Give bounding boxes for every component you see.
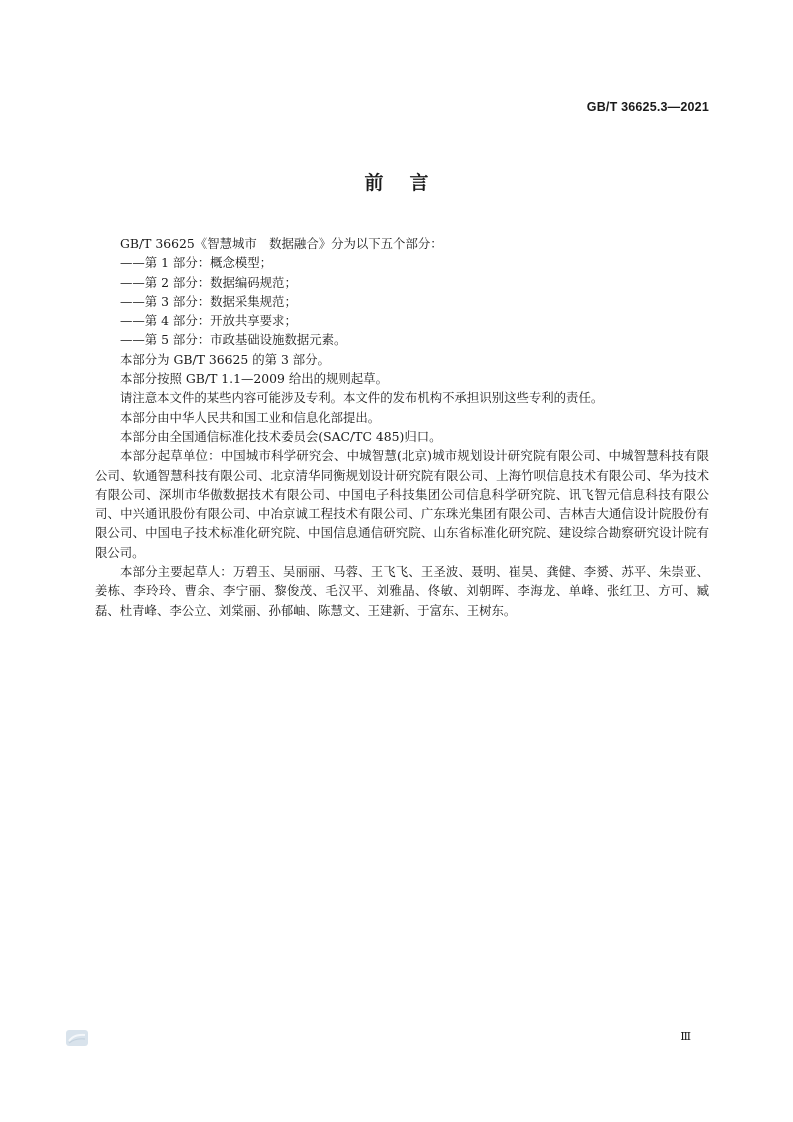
paragraph: ——第 2 部分：数据编码规范；	[120, 274, 297, 290]
paragraph: 本部分由全国通信标准化技术委员会(SAC/TC 485)归口。	[120, 428, 442, 444]
paragraph: 请注意本文件的某些内容可能涉及专利。本文件的发布机构不承担识别这些专利的责任。	[120, 390, 604, 406]
page-title: 前言	[364, 172, 455, 194]
standard-number: GB/T 36625.3—2021	[586, 100, 709, 114]
paragraph: 本部分由中华人民共和国工业和信息化部提出。	[120, 409, 381, 425]
paragraph: ——第 1 部分：概念模型；	[120, 255, 273, 271]
paragraph: 本部分起草单位：中国城市科学研究会、中城智慧(北京)城市规划设计研究院有限公司、中城智慧科技有限公司、软通智慧科技有限公司、北京清华同衡规划设计研究院有限公司、上海竹呗信息技术有限公司、华为技术有限公司、深圳市华傲数据技术有限公司、中国电子科技集团公司信息科学研究院、讯飞智元信息科技有限公司、中兴通讯股份有限公司、中冶京诚工程技术有限公司、广东珠光集团有限公司、吉林吉大通信设计院股份有限公司、中国电子技术标准化研究院、中国信息通信研究院、山东省标准化研究院、建设综合勘察研究设计院有限公司。	[95, 448, 709, 560]
paragraph: 本部分为 GB/T 36625 的第 3 部分。	[120, 351, 330, 367]
paragraph: 本部分主要起草人：万碧玉、吴丽丽、马蓉、王飞飞、王圣波、聂明、崔昊、龚健、李赟、苏平、朱崇亚、姜栋、李玲玲、曹余、李宁丽、黎俊茂、毛汉平、刘雅晶、佟敏、刘朝晖、李海龙、单峰、张红卫、方可、臧磊、杜青峰、李公立、刘棠丽、孙郁岫、陈慧文、王建新、于富东、王树东。	[95, 564, 709, 618]
paragraph: GB/T 36625《智慧城市 数据融合》分为以下五个部分：	[120, 236, 443, 251]
paragraph: ——第 5 部分：市政基础设施数据元素。	[120, 332, 347, 348]
paragraph: ——第 3 部分：数据采集规范；	[120, 293, 297, 309]
sac-logo-icon	[66, 1030, 88, 1046]
paragraph: ——第 4 部分：开放共享要求；	[120, 313, 297, 329]
page-number: Ⅲ	[680, 1030, 691, 1043]
paragraph: 本部分按照 GB/T 1.1—2009 给出的规则起草。	[120, 371, 388, 387]
preface-body	[95, 234, 709, 620]
